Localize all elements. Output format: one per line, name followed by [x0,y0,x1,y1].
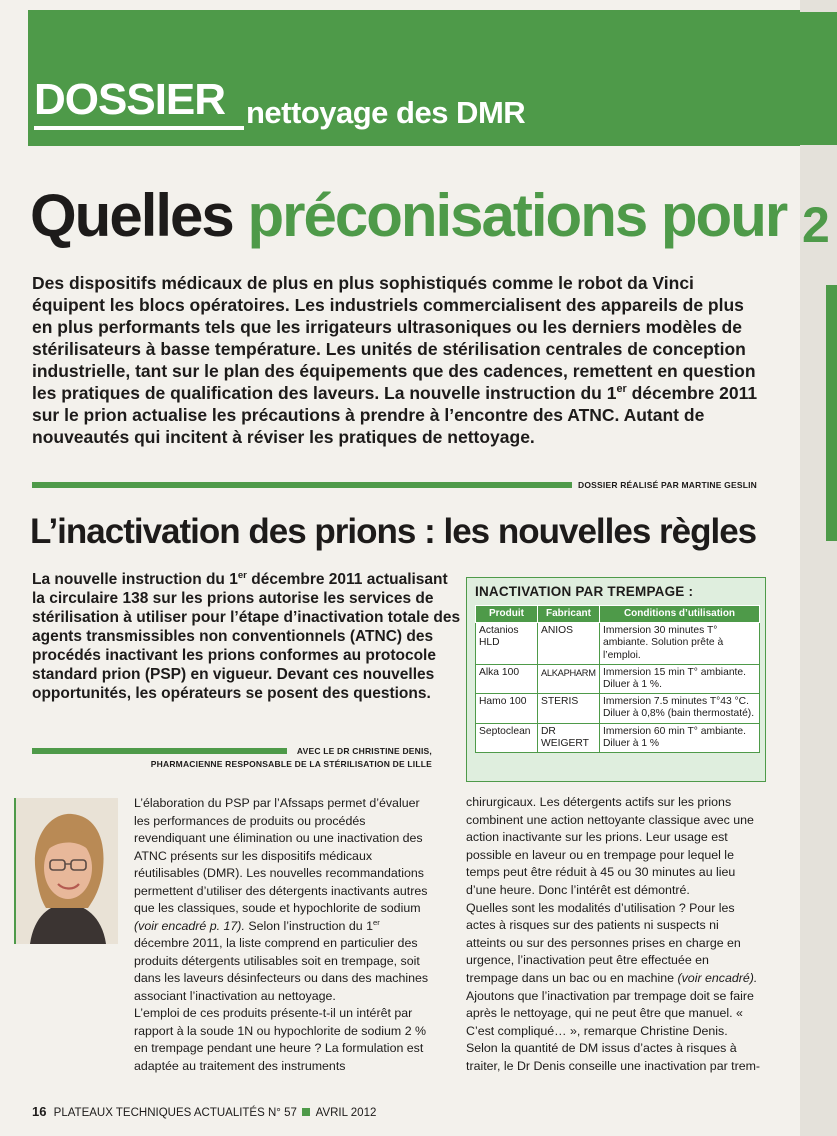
table-cell: Hamo 100 [476,694,538,723]
inactivation-table [475,605,760,753]
body-paragraph [466,900,762,1076]
table-cell: Immersion 60 min T° ambiante. Diluer à 1 % [600,723,760,752]
facing-page-tab [826,285,837,541]
headline-word-2: préconisations pour [247,182,787,249]
table-cell: ANIOS [538,623,600,665]
contributor-credit [140,745,432,771]
article-lead: La nouvelle instruction du 1er décembre 2011 actualisant la circulaire 138 sur les prions autorise les services de stérilisation à utiliser pour l’étape d’inactivation totale des agents transmissibles non conventionnels (ATNC) des procédés inactivant les prions conformes au protocole standard prion (PSP) en vigueur. Devant ces nouvelles opportunités, les opérateurs se posent des questions. [32,569,461,702]
facing-page-edge [800,0,837,1136]
body-text: Selon l’instruction du 1er décembre 2011, la liste comprend en particulier des produits détergents utilisables soit en trempage, soit dans les laveurs désinfecteurs ou dans des machines associant l’inactivation au nettoyage. [134,917,429,1003]
body-column-2 [466,794,762,1076]
headline-word-1: Quelles [30,182,233,249]
table-cell: Immersion 30 minutes T° ambiante. Solution prête à l’emploi. [600,623,760,665]
page-number: 16 [32,1104,47,1119]
body-text: Quelles sont les modalités d’utilisation ? Pour les actes à risques sur des patients ni suspects ni atteints ou sur des personnes prises en charge en urgence, l’inactivation peut être effectuée en trempage dans un bac ou en machine [466,900,741,985]
footer-square-icon [302,1108,310,1116]
table-row [476,694,760,723]
portrait-photo [16,798,118,944]
table-cell: Alka 100 [476,664,538,693]
table-cell: Immersion 15 min T° ambiante. Diluer à 1 %. [600,664,760,693]
table-cell: Actanios HLD [476,623,538,665]
table-row [476,723,760,752]
section-label: DOSSIER [34,75,226,124]
body-column-1 [134,795,434,1075]
magazine-name: PLATEAUX TECHNIQUES ACTUALITÉS N° 57 [53,1107,297,1119]
intro-paragraph: Des dispositifs médicaux de plus en plus sophistiqués comme le robot da Vinci équipent les blocs opératoires. Les industriels commercialisent des appareils de plus en plus performants tels que les irrigateurs ultrasoniques ou les derniers modèles de stérilisateurs à basse température. Les unités de stérilisation centrales de conception industrielle, tant sur le plan des équipements que des cadences, remettent en question les pratiques de qualification des laveurs. La nouvelle instruction du 1er décembre 2011 sur le prion actualise les précautions à prendre à l’encontre des ATNC. Autant de nouveautés qui incitent à réviser les pratiques de nettoyage. [32,273,758,447]
contributor-name: AVEC LE DR CHRISTINE DENIS, [296,746,432,756]
box-title: INACTIVATION PAR TREMPAGE : [475,584,694,599]
facing-page-band [800,12,837,145]
table-cell: ALKAPHARM [538,664,600,693]
issue-date: AVRIL 2012 [315,1107,377,1119]
body-paragraph [134,795,434,1005]
table-cell: Septoclean [476,723,538,752]
body-text: L’élaboration du PSP par l’Afssaps permet d’évaluer les performances de produits ou procédés revendiquant une élimination ou une inactivation des ATNC présents sur les dispositifs médicaux réutilisables (DMR). Les nouvelles recommandations permettent d’utiliser des détergents inactivants autres que les classiques, soude et hypochlorite de sodium [134,796,428,915]
section-subtitle: nettoyage des DMR [246,95,526,130]
portrait-illustration [16,798,118,944]
column-header-produit: Produit [476,606,538,623]
section-label-underline [34,126,244,130]
cross-reference: (voir encadré p. 17). [134,918,245,933]
byline-rule [32,482,572,488]
table-cell: DR WEIGERT [538,723,600,752]
facing-page-glyph: 2 [802,197,830,253]
contributor-role: PHARMACIENNE RESPONSABLE DE LA STÉRILISATION DE LILLE [150,759,432,769]
body-paragraph: chirurgicaux. Les détergents actifs sur les prions combinent une action nettoyante classique avec une action inactivante sur les prions. Leur usage est possible en laveur ou en trempage pour lequel le temps peut être réduit à 45 ou 30 minutes au lieu d’une heure. Donc l’intérêt est démontré. [466,795,754,897]
table-header-row [476,606,760,623]
table-row [476,623,760,665]
body-paragraph: L’emploi de ces produits présente-t-il un intérêt par rapport à la soude 1N ou hypochlorite de sodium 2 % en trempage pendant une heure ? La formulation est adaptée au traitement des instruments [134,1006,427,1073]
table-cell: Immersion 7.5 minutes T°43 °C. Diluer à 0,8% (bain thermostaté). [600,694,760,723]
table-row [476,664,760,693]
byline: DOSSIER RÉALISÉ PAR MARTINE GESLIN [578,480,758,490]
article-title: L’inactivation des prions : les nouvelles règles [30,512,757,551]
inactivation-box [466,577,766,782]
table-cell: STERIS [538,694,600,723]
body-text: Ajoutons que l’inactivation par trempage doit se faire après le nettoyage, qui ne peut être que manuel. « C’est compliqué… », remarque Christine Denis. Selon la quantité de DM issus d’actes à risques à traiter, le Dr Denis conseille une inactivation par trem- [466,988,761,1073]
main-headline [30,182,787,249]
page-footer [32,1104,376,1119]
cross-reference: (voir encadré). [677,970,758,985]
column-header-conditions: Conditions d’utilisation [600,606,760,623]
column-header-fabricant: Fabricant [538,606,600,623]
